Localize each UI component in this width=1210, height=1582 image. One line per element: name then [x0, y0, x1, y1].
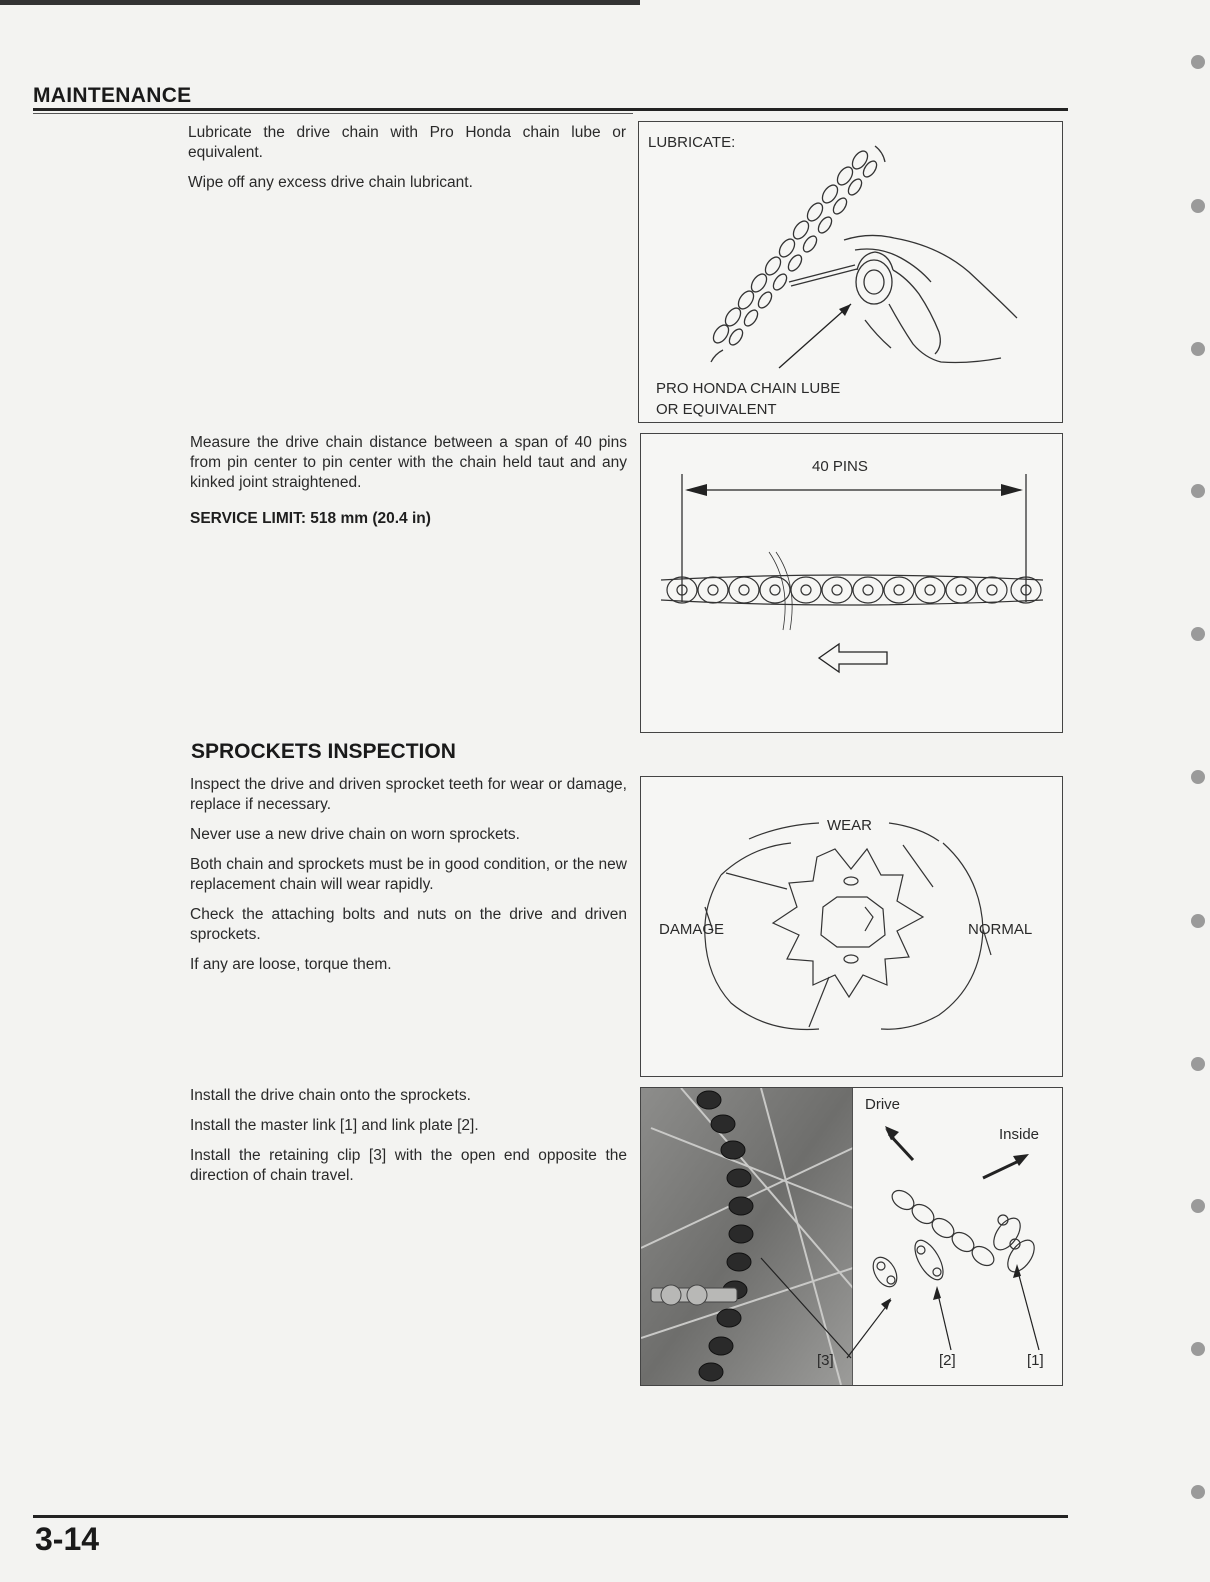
callout-retaining-clip: [3]	[817, 1352, 834, 1369]
normal-label: NORMAL	[968, 921, 1033, 938]
condition-note: Both chain and sprockets must be in good condition, or the new replacement chain will wear rapidly.	[190, 856, 627, 893]
pins-label: 40 PINS	[812, 458, 868, 475]
inside-label: Inside	[999, 1126, 1040, 1143]
install-master-link-instruction: Install the master link [1] and link plate [2].	[190, 1117, 479, 1134]
measure-instruction: Measure the drive chain distance between a span of 40 pins from pin center to pin center with the chain held taut and any kinked joint straightened.	[190, 434, 627, 491]
drive-direction-label: Drive	[865, 1096, 901, 1113]
lubricate-label: LUBRICATE:	[648, 134, 736, 151]
lube-callout-line2: OR EQUIVALENT	[656, 401, 777, 418]
section-header: MAINTENANCE	[33, 84, 192, 107]
page-number: 3-14	[35, 1521, 100, 1557]
callout-link-plate: [2]	[939, 1352, 956, 1369]
chain-span-illustration	[641, 434, 1062, 732]
sprocket-wear-figure	[640, 776, 1063, 1077]
binder-hole-marks	[1170, 0, 1210, 1582]
torque-instruction: If any are loose, torque them.	[190, 956, 392, 973]
chain-measure-figure	[640, 433, 1063, 733]
top-edge-rule	[0, 0, 640, 5]
never-use-warning: Never use a new drive chain on worn sprockets.	[190, 826, 520, 843]
lubricate-figure	[638, 121, 1063, 423]
install-chain-instruction: Install the drive chain onto the sprockets.	[190, 1087, 471, 1104]
lube-callout-line1: PRO HONDA CHAIN LUBE	[656, 380, 841, 397]
callout-master-link: [1]	[1027, 1352, 1044, 1369]
lubricate-instruction: Lubricate the drive chain with Pro Honda chain lube or equivalent.	[188, 124, 626, 161]
chain-lube-illustration	[639, 122, 1062, 422]
sprockets-heading: SPROCKETS INSPECTION	[191, 740, 456, 763]
header-rule-thin	[33, 113, 633, 114]
service-limit: SERVICE LIMIT: 518 mm (20.4 in)	[190, 510, 431, 527]
header-rule	[33, 108, 1068, 111]
inspect-instruction: Inspect the drive and driven sprocket teeth for wear or damage, replace if necessary.	[190, 776, 627, 813]
footer-rule	[33, 1515, 1068, 1518]
damage-label: DAMAGE	[659, 921, 725, 938]
wipe-instruction: Wipe off any excess drive chain lubricant.	[188, 174, 473, 191]
wear-label: WEAR	[827, 817, 872, 834]
check-bolts-instruction: Check the attaching bolts and nuts on the drive and driven sprockets.	[190, 906, 627, 943]
master-link-figure	[640, 1087, 1063, 1386]
install-clip-instruction: Install the retaining clip [3] with the open end opposite the direction of chain travel.	[190, 1147, 627, 1184]
